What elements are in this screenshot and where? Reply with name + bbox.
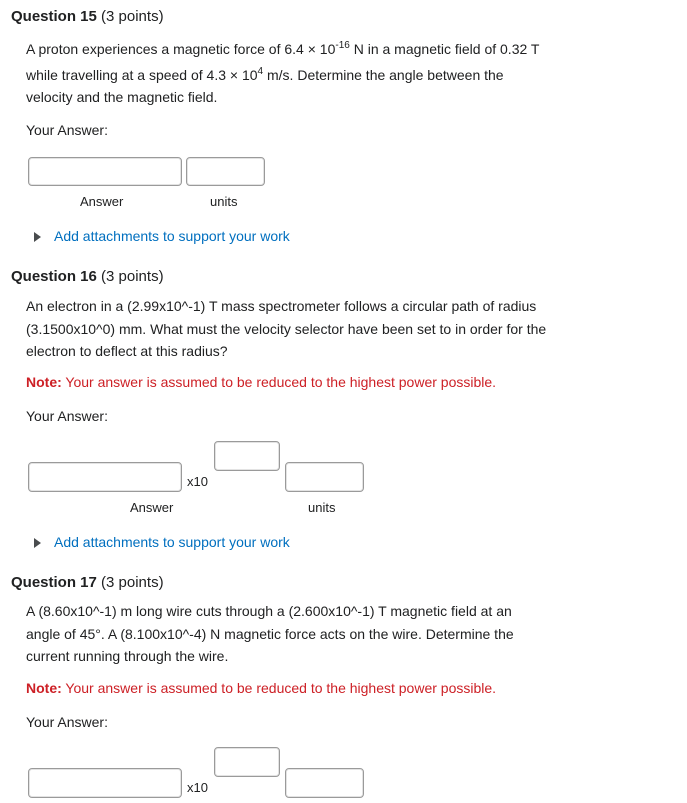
q15-line3: velocity and the magnetic field. bbox=[26, 89, 218, 105]
q16-line3: electron to deflect at this radius? bbox=[26, 343, 228, 359]
q15-line2-a: while travelling at a speed of 4.3 × 10 bbox=[26, 66, 258, 83]
q16-line1: An electron in a (2.99x10^-1) T mass spectrometer follows a circular path of radius bbox=[26, 298, 537, 314]
q16-attach-label: Add attachments to support your work bbox=[54, 534, 290, 550]
q15-text-a: A proton experiences a magnetic force of 6.4 × 10 bbox=[26, 41, 336, 57]
q17-note bbox=[26, 680, 496, 696]
q16-answer-label: Answer bbox=[130, 500, 174, 515]
q16-question-text bbox=[26, 295, 676, 363]
q17-line1: A (8.60x10^-1) m long wire cuts through a (2.600x10^-1) T magnetic field at an bbox=[26, 603, 512, 619]
q16-units-input[interactable] bbox=[285, 462, 364, 492]
q17-answer-input[interactable] bbox=[28, 768, 182, 798]
q17-line2: angle of 45°. A (8.100x10^-4) N magnetic force acts on the wire. Determine the bbox=[26, 625, 514, 642]
q15-answer-label: Answer bbox=[80, 194, 124, 209]
q15-attach-label: Add attachments to support your work bbox=[54, 228, 290, 244]
q16-x10: x10 bbox=[187, 474, 208, 489]
q17-title-label: Question 17 bbox=[11, 574, 97, 591]
expand-triangle-icon bbox=[34, 538, 41, 548]
q16-points: (3 points) bbox=[101, 268, 164, 285]
q15-answer-input[interactable] bbox=[28, 157, 182, 186]
q17-note-text: Your answer is assumed to be reduced to the highest power possible. bbox=[61, 680, 497, 696]
q15-text-exp: -16 bbox=[335, 40, 350, 51]
q17-your-answer: Your Answer: bbox=[26, 714, 108, 730]
q16-line2: (3.1500x10^0) mm. What must the velocity selector have been set to in order for the bbox=[26, 320, 547, 337]
q15-your-answer: Your Answer: bbox=[26, 122, 108, 138]
q15-line2-exp: 4 bbox=[257, 65, 264, 77]
q15-add-attachments-link[interactable] bbox=[34, 228, 290, 244]
q16-answer-input[interactable] bbox=[28, 462, 182, 492]
expand-triangle-icon bbox=[34, 232, 41, 242]
q17-title bbox=[11, 574, 164, 591]
q15-question-text bbox=[26, 38, 666, 109]
q17-line3: current running through the wire. bbox=[26, 648, 229, 664]
q15-units-input[interactable] bbox=[186, 157, 265, 186]
q16-your-answer: Your Answer: bbox=[26, 408, 108, 424]
q16-add-attachments-link[interactable] bbox=[34, 534, 290, 550]
q17-points: (3 points) bbox=[101, 574, 164, 591]
q15-title bbox=[11, 8, 164, 25]
q16-note bbox=[26, 374, 496, 390]
q17-note-label: Note: bbox=[26, 680, 62, 696]
q17-x10: x10 bbox=[187, 780, 208, 795]
q17-units-input[interactable] bbox=[285, 768, 364, 798]
q16-exponent-input[interactable] bbox=[214, 441, 280, 471]
q15-text-b: N in a magnetic field of 0.32 T bbox=[349, 41, 540, 57]
q16-units-label: units bbox=[308, 500, 336, 515]
q16-note-text: Your answer is assumed to be reduced to the highest power possible. bbox=[61, 374, 497, 390]
q16-title-label: Question 16 bbox=[11, 268, 97, 285]
q15-title-label: Question 15 bbox=[11, 8, 97, 25]
q16-title bbox=[11, 268, 164, 285]
q15-points: (3 points) bbox=[101, 8, 164, 25]
q16-note-label: Note: bbox=[26, 374, 62, 390]
q17-exponent-input[interactable] bbox=[214, 747, 280, 777]
q15-units-label: units bbox=[210, 194, 238, 209]
q17-question-text bbox=[26, 600, 676, 668]
q15-line2-b: m/s. Determine the angle between the bbox=[263, 66, 504, 83]
